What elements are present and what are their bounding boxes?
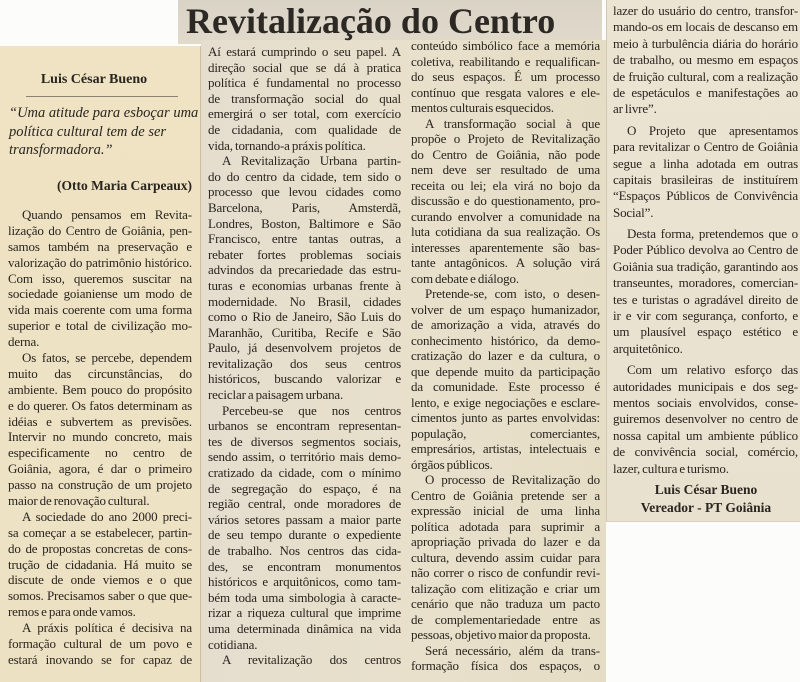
text-line: Pretende-se, com isto, o desen- bbox=[425, 286, 600, 301]
text-line: turas e economias urbanas frente à bbox=[208, 277, 401, 293]
text-line: de espetáculos e manifestações ao bbox=[613, 84, 798, 100]
paragraph bbox=[208, 403, 401, 653]
paragraph bbox=[208, 652, 401, 668]
text-line: para revitalizar o Centro de Goiânia bbox=[613, 139, 798, 155]
text-line: trução de cidadania. Há muito se bbox=[8, 556, 192, 572]
text-line: empresários, artistas, intelectuais e bbox=[411, 441, 600, 456]
text-line: cratizado da cidade, com o mínimo bbox=[208, 465, 401, 481]
text-line: Os fatos, se percebe, dependem bbox=[22, 350, 192, 366]
text-line: estará inovando se for capaz de bbox=[8, 651, 192, 667]
text-line: O processo de Revitalização do bbox=[425, 472, 600, 487]
text-line: de trabalho. Nos centros das cida- bbox=[208, 543, 401, 558]
signature-title: Vereador - PT Goiânia bbox=[640, 500, 772, 515]
text-line: da comunidade. Este processo é bbox=[411, 379, 600, 394]
text-line: A práxis política é decisiva na bbox=[22, 620, 192, 636]
text-line: históricos, buscando valorizar e bbox=[208, 371, 401, 387]
text-line: apropriação privada do lazer e da bbox=[411, 534, 600, 549]
paragraph bbox=[613, 362, 798, 477]
text-line: Intervir no mundo concreto, mais bbox=[8, 429, 192, 445]
headline: Revitalização do Centro bbox=[186, 1, 556, 41]
paragraph bbox=[8, 620, 192, 668]
text-line: de segregação do espaço, é na bbox=[208, 480, 401, 496]
paragraph bbox=[411, 286, 600, 472]
text-line: ir e vir com segurança, conforto, e bbox=[613, 308, 798, 324]
text-line: remos e para onde vamos. bbox=[8, 604, 136, 620]
text-line: talização com elitização e criar um bbox=[411, 580, 600, 596]
text-line: de convivência social, comércio, bbox=[613, 444, 798, 460]
text-line: órgãos públicos. bbox=[411, 456, 493, 472]
text-line: rizar a riqueza cultural que imprime bbox=[208, 605, 401, 621]
byline: Luis César Bueno bbox=[40, 72, 148, 87]
text-line: contínuo que resgata valores e ele- bbox=[411, 84, 600, 100]
text-line: discute de onde viemos e o que bbox=[8, 572, 192, 588]
text-line: de amorização a vida, através do bbox=[411, 317, 600, 332]
text-line: de seu tempo durante o expediente bbox=[208, 527, 401, 543]
text-line: ambiente. Bem pouco do propósito bbox=[8, 381, 192, 397]
text-line: arquitetônico. bbox=[613, 340, 683, 356]
text-line: Com um relativo esforço das bbox=[627, 362, 798, 378]
text-line: modernidade. No Brasil, cidades bbox=[208, 293, 401, 309]
text-line: derna. bbox=[8, 334, 40, 350]
epigraph-line: política cultural tem de ser bbox=[9, 123, 167, 140]
text-line: luta cotidiana da sua realização. Os bbox=[411, 224, 600, 239]
signature bbox=[614, 481, 798, 517]
text-line: região central, onde moradores de bbox=[208, 496, 401, 512]
text-line: do do centro da cidade, tem sido o bbox=[208, 168, 401, 184]
paragraph bbox=[613, 123, 798, 221]
text-line: advindos da precariedade das estru- bbox=[208, 262, 401, 278]
text-line: urbanos se encontram representan- bbox=[208, 418, 401, 434]
text-line: população, comerciantes, bbox=[411, 425, 600, 441]
text-line: vida mais coerente com uma forma bbox=[8, 302, 192, 318]
text-line: nossa capital um ambiente público bbox=[613, 427, 798, 443]
text-line: cratização do lazer e da cultura, o bbox=[411, 348, 600, 363]
paragraph bbox=[411, 643, 600, 674]
text-line: Social”. bbox=[613, 204, 654, 220]
text-line: processo que levou cidades como bbox=[208, 184, 401, 200]
text-line: reciclar a paisagem urbana. bbox=[208, 387, 344, 403]
text-line: samos também na preservação e bbox=[8, 238, 192, 254]
text-line: conteúdo simbólico face a memória bbox=[411, 38, 600, 53]
text-line: rebater fortes problemas sociais bbox=[208, 246, 401, 262]
text-line: ar livre”. bbox=[613, 101, 657, 117]
text-line: de trabalho, ou mesmo em espaços bbox=[613, 52, 798, 68]
text-line: A transformação social à que bbox=[425, 115, 600, 131]
text-line: A sociedade do ano 2000 preci- bbox=[22, 508, 192, 524]
text-line: do seus espaços. É um processo bbox=[411, 69, 600, 84]
text-line: expressão inicial de uma linha bbox=[411, 503, 600, 518]
column-1 bbox=[8, 207, 192, 668]
column-2 bbox=[208, 44, 401, 668]
text-line: de cidadania, com qualidade de bbox=[208, 121, 401, 137]
paragraph bbox=[613, 226, 798, 357]
text-line: Goiânia, agora, é dar o primeiro bbox=[8, 461, 192, 477]
text-line: Goiânia sua tradição, garantindo aos bbox=[613, 258, 798, 274]
signature-name: Luis César Bueno bbox=[654, 482, 758, 497]
text-line: de fruição cultural, com a realização bbox=[613, 68, 798, 84]
text-line: guiremos desenvolver no centro de bbox=[613, 411, 798, 427]
text-line: lazer, cultura e turismo. bbox=[613, 460, 729, 476]
paragraph bbox=[208, 153, 401, 403]
paragraph bbox=[208, 44, 401, 153]
column-3 bbox=[411, 38, 600, 674]
text-line: sendo assim, o território mais demo- bbox=[208, 449, 401, 465]
text-line: formação física dos espaços, o bbox=[411, 658, 600, 673]
text-line: Quando pensamos em Revita- bbox=[22, 207, 192, 222]
text-line: transeuntes, moradores, comercian- bbox=[613, 275, 798, 291]
text-line: direção social que se dá à pratica bbox=[208, 59, 401, 75]
text-line: bém toda uma simbologia à caracte- bbox=[208, 589, 401, 605]
text-line: Barcelona, Paris, Amsterdã, bbox=[208, 199, 401, 215]
byline-rule bbox=[26, 96, 178, 97]
text-line: volver de um espaço humanizador, bbox=[411, 301, 600, 317]
paragraph bbox=[8, 207, 192, 350]
text-line: Aí estará cumprindo o seu papel. A bbox=[208, 44, 401, 59]
text-line: sa começar a se estabelecer, partin- bbox=[8, 524, 192, 540]
text-line: pessoas, objetivo maior da proposta. bbox=[411, 627, 591, 642]
text-line: com debate e diálogo. bbox=[411, 270, 519, 286]
text-line: e do querer. Os fatos determinam as bbox=[8, 397, 192, 413]
text-line: nem deve ser resultado de uma bbox=[411, 162, 600, 177]
paragraph bbox=[411, 472, 600, 643]
text-line: não correr o risco de confundir revi- bbox=[411, 565, 600, 580]
paragraph bbox=[411, 116, 600, 287]
text-line: históricos e arquitônicos, como tam- bbox=[208, 574, 401, 590]
text-line: Com isso, queremos suscitar na bbox=[8, 270, 192, 286]
text-line: política é fundamental no processo bbox=[208, 75, 401, 91]
text-line: especificamente no centro de bbox=[8, 445, 192, 461]
text-line: Paulo, já desenvolvem projetos de bbox=[208, 340, 401, 356]
epigraph-line: “Uma atitude para esboçar uma bbox=[9, 105, 199, 121]
text-line: capitais brasileiras de instituírem bbox=[613, 171, 798, 187]
text-line: cultura, devendo assim cuidar para bbox=[411, 549, 600, 565]
text-line: interesses aparentemente são bas- bbox=[411, 239, 600, 255]
text-line: tes e turistas o agradável direito de bbox=[613, 291, 798, 307]
text-line: uma determinada dinâmica na vida bbox=[208, 620, 401, 636]
text-line: coletiva, reabilitando e requalifican- bbox=[411, 53, 600, 69]
text-line: meio à turbulência diária do horário bbox=[613, 35, 798, 51]
text-line: autoridades municipais e dos seg- bbox=[613, 378, 798, 394]
text-line: que depende muito da participação bbox=[411, 363, 600, 379]
text-line: vários setores passam a maior parte bbox=[208, 511, 401, 527]
text-line: mando-os em locais de descanso em bbox=[613, 19, 798, 35]
text-line: Percebeu-se que nos centros bbox=[222, 402, 401, 418]
text-line: política adotada para suprimir a bbox=[411, 518, 600, 534]
text-line: Londres, Boston, Baltimore e São bbox=[208, 215, 401, 231]
text-line: Centro de Goiânia pretende ser a bbox=[411, 487, 600, 503]
text-line: do de propostas concretas de cons- bbox=[8, 540, 192, 556]
text-line: A Revitalização Urbana partin- bbox=[222, 153, 401, 169]
text-line: lazer do usuário do centro, transfor- bbox=[613, 3, 798, 18]
text-line: Francisco, entre tantas outras, a bbox=[208, 231, 401, 247]
text-line: mentos culturais esquecidos. bbox=[411, 100, 554, 115]
paragraph bbox=[8, 509, 192, 620]
text-line: des, se encontram monumentos bbox=[208, 558, 401, 574]
text-line: valorização do patrimônio histórico. bbox=[8, 254, 192, 270]
text-line: conhecimento histórico, da demo- bbox=[411, 332, 600, 348]
text-line: de complementariedade entre as bbox=[411, 611, 600, 627]
text-line: do Centro de Goiânia, não pode bbox=[411, 146, 600, 162]
text-line: superior e total de civilização mo- bbox=[8, 318, 192, 334]
text-line: O Projeto que apresentamos bbox=[627, 122, 798, 138]
text-line: lento, e exige negociações e esclare- bbox=[411, 394, 600, 410]
text-line: mentos sociais envolvidos, conse- bbox=[613, 394, 798, 410]
text-line: cenário que não traduza um pacto bbox=[411, 596, 600, 611]
text-line: segue a linha adotada em outras bbox=[613, 155, 798, 171]
text-line: somos. Precisamos saber o que que- bbox=[8, 588, 192, 604]
text-line: um plausível espaço estético e bbox=[613, 324, 798, 340]
text-line: tes de diversos segmentos sociais, bbox=[208, 433, 401, 449]
text-line: discussão e do questionamento, pro- bbox=[411, 193, 600, 208]
text-line: passo na construção de um projeto bbox=[8, 477, 192, 493]
text-line: como o Rio de Janeiro, São Luis do bbox=[208, 309, 401, 325]
text-line: cotidiana. bbox=[208, 636, 258, 652]
paragraph bbox=[411, 38, 600, 116]
epigraph-attribution: (Otto Maria Carpeaux) bbox=[57, 178, 192, 193]
text-line: emergirá o ser total, com exercício bbox=[208, 106, 401, 122]
paragraph bbox=[8, 350, 192, 509]
text-line: lização do Centro de Goiânia, pen- bbox=[8, 222, 192, 238]
text-line: revitalização dos seus centros bbox=[208, 355, 401, 371]
text-line: Será necessário, além da trans- bbox=[425, 642, 600, 658]
text-line: curando envolver a comunidade na bbox=[411, 208, 600, 224]
text-line: cimentos junto as partes envolvidas: bbox=[411, 410, 600, 425]
text-line: Maranhão, Curitiba, Recife e São bbox=[208, 324, 401, 340]
text-line: vida, tornando-a práxis política. bbox=[208, 137, 366, 153]
epigraph-line: transformadora.” bbox=[9, 142, 113, 158]
epigraph bbox=[9, 104, 199, 160]
text-line: formação cultural de um povo e bbox=[8, 636, 192, 652]
text-line: Poder Público devolva ao Centro de bbox=[613, 242, 798, 258]
text-line: propõe o Projeto de Revitalização bbox=[411, 131, 600, 146]
text-line: A revitalização dos centros bbox=[222, 652, 401, 668]
text-line: muito das circunstâncias, do bbox=[8, 365, 192, 381]
paragraph bbox=[613, 3, 798, 118]
text-line: “Espaços Públicos de Convivência bbox=[613, 188, 798, 204]
text-line: maior de renovação cultural. bbox=[8, 493, 150, 509]
text-line: de transformação social do qual bbox=[208, 90, 401, 106]
text-line: Desta forma, pretendemos que o bbox=[627, 226, 798, 242]
column-4 bbox=[613, 3, 798, 477]
text-line: receita ou lei; ela virá no bojo da bbox=[411, 177, 600, 193]
text-line: tante antagônicos. A solução virá bbox=[411, 255, 600, 270]
text-line: idéias e subvertem as previsões. bbox=[8, 413, 192, 429]
text-line: sociedade goianiense um modo de bbox=[8, 286, 192, 302]
